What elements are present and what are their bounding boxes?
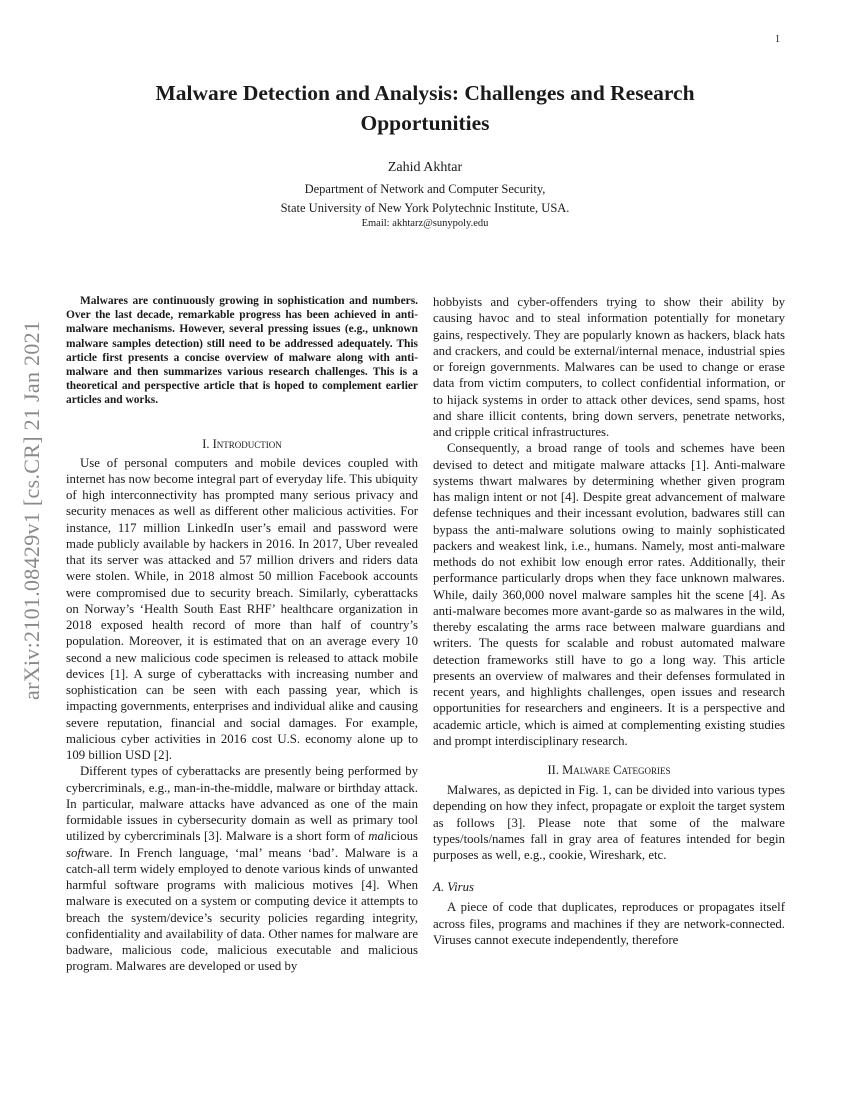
section-heading-introduction: I. Introduction [202,436,282,451]
right-paragraph-2: Consequently, a broad range of tools and schemes have been devised to detect and mitigate malware attacks [1]. Anti-malware systems thwart malwares by determining whether given program has malign intent or not [4]. Despite great advancement of malware defense techniques and their incessant evolution, badwares still can bypass the anti-malware solutions owing to mainly sophisticated packers and weakest link, i.e., humans. Namely, most anti-malware methods do not exhibit low enough error rates. Additionally, their performance particularly drops when they face unknown malwares. While, daily 360,000 novel malware samples hit the scene [4]. As anti-malware becomes more avant-garde so as malwares in the wild, thereby escalating the arms race between malware guardians and writers. The quests for scalable and robust automated malware detection frameworks still have to go a long way. This article presents an overview of malwares and their defenses formulated in recent years, and highlights challenges, open issues and research opportunities for researchers and engineers. It is a perspective and academic article, which is aimed at complementing existing studies and prompt interdisciplinary research. [433,441,785,748]
paper-title: Malware Detection and Analysis: Challenges and Research Opportunities [155,81,695,135]
left-column [66,294,418,975]
subsection-heading-virus: A. Virus [433,880,474,895]
abstract: Malwares are continuously growing in sophistication and numbers. Over the last decade, remarkable progress has been achieved in anti-malware mechanisms. However, several pressing issues (e.g., unknown malware samples detection) still need to be addressed adequately. This article first presents a concise overview of malware along with anti-malware and then summarizes various research challenges. This is a theoretical and perspective article that is hoped to complement earlier articles and works. [66,295,418,407]
affiliation [0,180,850,218]
section-heading-malware-categories: II. Malware Categories [547,763,671,777]
virus-paragraph: A piece of code that duplicates, reproduces or propagates itself across files, programs and machines if they are network-connected. Viruses cannot execute independently, therefore [433,900,785,947]
categories-paragraph: Malwares, as depicted in Fig. 1, can be divided into various types depending on how they infect, propagate or exploit the target system as follows [3]. Please note that some of the malware types/tools/names fall in gray area of features intended for begin purposes as well, e.g., cookie, Wireshark, etc. [433,783,785,862]
affiliation-line-1: Department of Network and Computer Security, [304,182,546,196]
intro-paragraph-2: Different types of cyberattacks are presently being performed by cybercriminals, e.g., man-in-the-middle, malware or birthday attack. In particular, malware attacks have advanced as one of the main formidable issues in cybersecurity domain as well as primary tool utilized by cybercriminals [3]. Malware is a short form of malicious software. In French language, ‘mal’ means ‘bad’. Malware is a catch-all term widely employed to denote various kinds of unwanted harmful software programs with malicious motives [4]. When malware is executed on a system or computing device it attempts to breach the system/device’s security policies regarding integrity, confidentiality and availability of data. Other names for malware are badware, malicious code, malicious executable and malicious program. Malwares are developed or used by [66,764,418,974]
author-name: Zahid Akhtar [387,160,463,175]
right-column [433,294,785,948]
right-paragraph-1: hobbyists and cyber-offenders trying to show their ability by causing havoc and to steal information potentially for monetary gains, respectively. They are popularly known as hackers, black hats and crackers, and could be external/internal menace, industrial spies or foreign governments. Malwares can be used to change or erase data from victim computers, to collect confidential information, or to hijack systems in order to attack other devices, send spams, host and share illicit contents, bring down servers, penetrate networks, and cripple critical infrastructures. [433,295,785,439]
page-number: 1 [775,34,780,45]
affiliation-line-2: State University of New York Polytechnic Institute, USA. [280,201,570,215]
author-email: Email: akhtarz@sunypoly.edu [361,218,489,229]
arxiv-stamp: arXiv:2101.08429v1 [cs.CR] 21 Jan 2021 [19,320,44,700]
intro-paragraph-1: Use of personal computers and mobile devices coupled with internet has now become integral part of everyday life. This ubiquity of high interconnectivity has prompted many serious privacy and security menaces as well as different other malicious activities. For instance, 117 million LinkedIn user’s email and password were made publicly available by hackers in 2016. In 2017, Uber revealed that its server was attacked and 57 million drivers and riders data were stolen. While, in 2018 almost 50 million Facebook accounts were compromised due to security breach. Similarly, cyberattacks on Norway’s ‘Health South East RHF’ healthcare organization in 2018 exposed health record of more than half of country’s population. Moreover, it is estimated that on an average every 10 second a new malicious code specimen is released to attack mobile devices [1]. A surge of cyberattacks with increasing number and sophistication can be seen with each passing year, which is impacting governments, enterprises and individual alike and causing severe reputation, financial and social damages. For example, malicious cyber activities in 2016 cost U.S. economy alone up to 109 billion USD [2]. [66,455,418,763]
